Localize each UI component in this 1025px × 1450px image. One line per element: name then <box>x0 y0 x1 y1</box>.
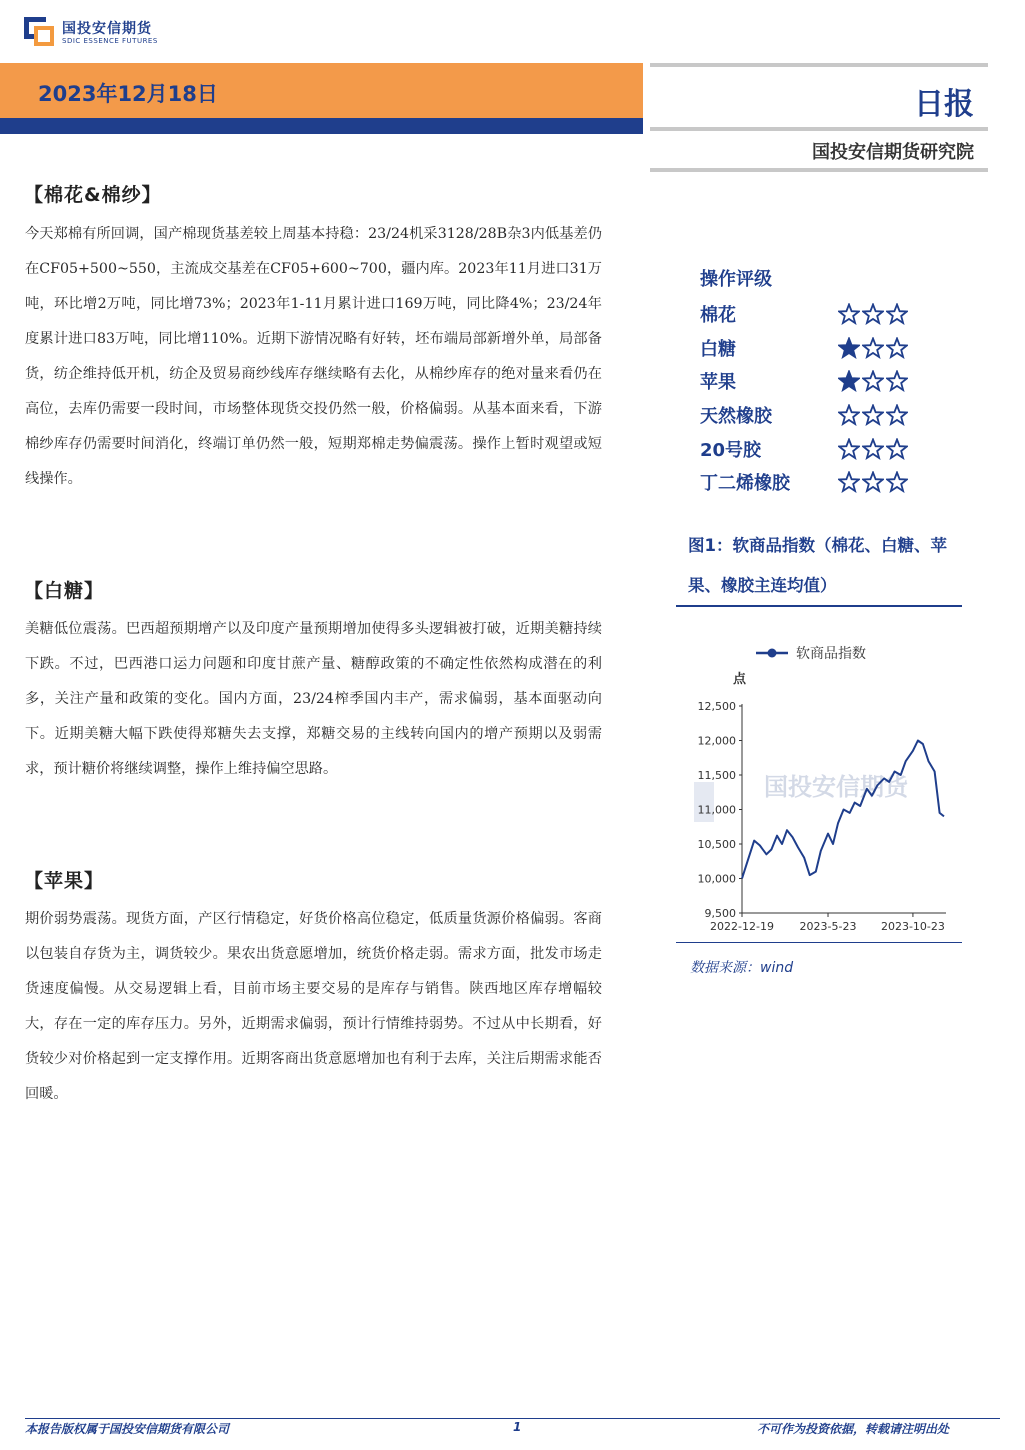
filled-star-icon <box>838 370 860 392</box>
x-tick-label: 2023-5-23 <box>799 920 857 933</box>
empty-star-icon <box>862 438 884 460</box>
y-tick-label: 9,500 <box>704 907 736 920</box>
section-title-cotton: 【棉花&棉纱】 <box>24 184 162 206</box>
empty-star-icon <box>838 438 860 460</box>
empty-star-icon <box>862 471 884 493</box>
logo-icon <box>24 17 56 49</box>
rating-label: 20号胶 <box>700 439 762 461</box>
empty-star-icon <box>862 370 884 392</box>
empty-star-icon <box>838 303 860 325</box>
section-body-sugar: 美糖低位震荡。巴西超预期增产以及印度产量预期增加使得多头逻辑被打破，近期美糖持续下跌。不过，巴西港口运力问题和印度甘蔗产量、糖醇政策的不确定性依然构成潜在的利多，关注产量和政策的变化。国内方面，23/24榨季国内丰产，需求偏弱，基本面驱动向下。近期美糖大幅下跌使得郑糖失去支撑，郑糖交易的主线转向国内的增产预期以及弱需求，预计糖价将继续调整，操作上维持偏空思路。 <box>25 621 602 777</box>
data-source: 数据来源：wind <box>690 960 794 976</box>
rating-row <box>700 297 910 331</box>
y-tick-label: 10,500 <box>697 838 736 851</box>
rating-label: 苹果 <box>700 372 736 394</box>
report-header-right <box>650 63 988 172</box>
divider <box>650 168 988 172</box>
empty-star-icon <box>838 404 860 426</box>
empty-star-icon <box>838 471 860 493</box>
section-body-apple: 期价弱势震荡。现货方面，产区行情稳定，好货价格高位稳定，低质量货源价格偏弱。客商以包装自存货为主，调货较少。果农出货意愿增加，统货价格走弱。需求方面，批发市场走货速度偏慢。从交易逻辑上看，目前市场主要交易的是库存与销售。陕西地区库存增幅较大，存在一定的库存压力。另外，近期需求偏弱，预计行情维持弱势。不过从中长期看，好货较少对价格起到一定支撑作用。近期客商出货意愿增加也有利于去库，关注后期需求能否回暖。 <box>25 911 602 1102</box>
y-axis-label: 点 <box>733 672 747 687</box>
report-type: 日报 <box>914 87 974 122</box>
rating-row <box>700 364 910 398</box>
rating-label: 丁二烯橡胶 <box>700 473 790 495</box>
empty-star-icon <box>886 438 908 460</box>
empty-star-icon <box>886 471 908 493</box>
rating-label: 天然橡胶 <box>700 405 772 427</box>
empty-star-icon <box>862 404 884 426</box>
legend-label: 软商品指数 <box>796 646 866 662</box>
figure-title: 图1：软商品指数（棉花、白糖、苹果、橡胶主连均值） <box>688 536 947 595</box>
y-tick-label: 11,000 <box>697 803 736 817</box>
page-number: 1 <box>513 1420 522 1434</box>
institute-name: 国投安信期货研究院 <box>812 142 974 163</box>
footer-copyright: 本报告版权属于国投安信期货有限公司 <box>25 1422 230 1436</box>
figure-bottom-rule <box>676 942 962 943</box>
rating-label: 棉花 <box>700 304 736 326</box>
filled-star-icon <box>838 337 860 359</box>
series-line-soft-commodity-index <box>742 741 944 879</box>
header-blue-band <box>0 118 643 134</box>
x-tick-label: 2022-12-19 <box>710 920 774 933</box>
figure-top-rule <box>676 605 962 607</box>
section-title-sugar: 【白糖】 <box>24 580 105 602</box>
report-date: 2023年12月18日 <box>38 82 218 106</box>
rating-row <box>700 465 910 499</box>
empty-star-icon <box>862 303 884 325</box>
legend-marker-icon <box>768 649 777 658</box>
y-tick-label: 10,000 <box>697 872 736 886</box>
footer-disclaimer: 不可作为投资依据，转载请注明出处 <box>757 1422 950 1436</box>
x-tick-label: 2023-10-23 <box>880 920 945 933</box>
logo-name-en: SDIC ESSENCE FUTURES <box>62 36 158 45</box>
empty-star-icon <box>862 337 884 359</box>
empty-star-icon <box>886 337 908 359</box>
rating-title: 操作评级 <box>700 269 772 290</box>
empty-star-icon <box>886 303 908 325</box>
section-title-apple: 【苹果】 <box>24 870 105 892</box>
rating-row <box>700 398 910 432</box>
chart-watermark: 国投安信期货 <box>764 773 908 801</box>
rating-panel <box>700 263 910 499</box>
section-body-cotton: 今天郑棉有所回调，国产棉现货基差较上周基本持稳：23/24机采3128/28B杂3内低基差仍在CF05+500~550，主流成交基差在CF05+600~700，疆内库。2023年11月进口31万吨，环比增2万吨，同比增73%；2023年1-11月累计进口169万吨，同比降4%；23/24年度累计进口83万吨，同比增110%。近期下游情况略有好转，坯布端局部新增外单，局部备货，纺企维持低开机，纺企及贸易商纱线库存继续略有去化，从棉纱库存的绝对量来看仍在高位，去库仍需要一段时间，市场整体现货交投仍然一般，价格偏弱。从基本面来看，下游棉纱库存仍需要时间消化，终端订单仍然一般，短期郑棉走势偏震荡。操作上暂时观望或短线操作。 <box>25 226 602 487</box>
rating-label: 白糖 <box>700 338 736 360</box>
company-logo <box>24 14 158 52</box>
empty-star-icon <box>886 370 908 392</box>
rating-row <box>700 331 910 365</box>
y-tick-label: 11,500 <box>697 769 736 782</box>
y-tick-label: 12,000 <box>697 734 736 748</box>
y-tick-label: 12,500 <box>697 700 736 713</box>
soft-commodity-index-chart <box>676 630 966 940</box>
footer-rule <box>25 1418 1000 1419</box>
logo-name-cn: 国投安信期货 <box>62 20 152 37</box>
rating-row <box>700 432 910 466</box>
empty-star-icon <box>886 404 908 426</box>
